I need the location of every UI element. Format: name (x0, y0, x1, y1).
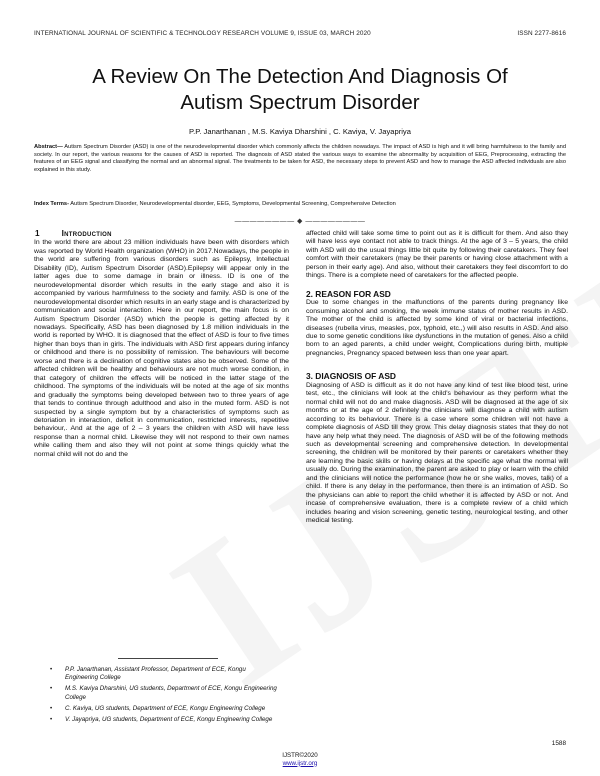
introduction-text: In the world there are about 23 million individuals have been with disorders which was reported by World Health organization (WHO) in 2017.Nowadays, the people in the world are suffering from various disorders such as Epilepsy, Intellectual Disability (ID), Autism Spectrum Disorder (ASD).Epilepsy will appear only in the latter ages due to some damage in brain or illness. ID is one of the neurodevelopmental disorder which results in the early stage and also it is accompanied by various harmfulness to the society and family. ASD is one of the neurodevelopmental disorder which results in an early stage and is characterized by communication and social interaction. Here in our report, the main focus is on Autism Spectrum Disorder (ASD) which the people is getting affected by it nowadays. Specifically, ASD has been diagnosed by 1.8 million individuals in the world is reported by WHO. It is diagnosed that the effect of ASD is four to five times higher than boys than in girls. The individuals with ASD first appears during infancy or childhood and there is no possibility of remission. The behaviours will become worse and there is a declination of cognitive states also be observed. Some of the affected children will be healthy and behaviours are not much worse condition, in that category of children the effects will be noticed in the latter stage of the childhood. The symptoms of the individuals will be noted at the age of six months and gradually the symptoms being developed between two to three years of age that tends to continue through adulthood and also in the muted form. ASD is not suspected by a single symptom but by a characteristics of symptoms such as detoriation in interaction, deficit in communication, restricted interests, repetitive behaviour,. And at the age of 2 – 3 years the children with ASD will have less response than a normal child. Likewise they will not respond to their own names while calling them and also they will not point at some things quickly what the normal child will not do and the (34, 239, 289, 458)
page-footer (0, 752, 600, 767)
footnote-item: • P.P. Janarthanan, Assistant Professor, Department of ECE, Kongu Engineering College (50, 666, 280, 683)
reason-text: Due to some changes in the malfunctions of the parents during pregnancy like consuming alcohol and smoking, the week immune status of mother results in ASD. The mother of the child is affected by some kind of viral or bacterial infections, diseases (rubella virus, measles, pox, typhoid, etc.,) will also results in ASD. And also due to some genetic conditions like dysfunctions in the mutation of genes. Also a child born to an aged parents, a child under weight, Complications during birth, multiple pregnancies, Pregnancy spaced between less than one year apart. (306, 299, 568, 357)
reason-heading: 2. REASON FOR ASD (306, 288, 391, 299)
diagnosis-heading: 3. DIAGNOSIS OF ASD (306, 371, 396, 382)
right-column (306, 230, 568, 526)
issn: ISSN 2277-8616 (517, 30, 566, 37)
paper-title-line-2: Autism Spectrum Disorder (180, 91, 420, 114)
introduction-continued: affected child will take some time to point out as it is difficult for them. And also they will have less eye contact not able to track things. At the age of 3 – 5 years, the child with ASD will do the usual things little bit quite by following their caretakers. They feel comfort with their caretakers (may be their parents or having close attachment with a person in their early age). And also, without their caretakers they feel discomfort to do things. There is a complete need of caretakers for the affected people. (306, 230, 568, 280)
journal-header (34, 30, 566, 37)
abstract-label: Abstract— (34, 144, 63, 150)
section-divider: ———————— ◆ ———————— (234, 218, 366, 225)
footnote-rule (118, 658, 218, 659)
index-terms-text: Autism Spectrum Disorder, Neurodevelopmental disorder, EEG, Symptoms, Developmental Screening, Comprehensive Detection (68, 201, 396, 207)
author-footnotes (50, 666, 280, 727)
authors: P.P. Janarthanan , M.S. Kaviya Dharshini , C. Kaviya, V. Jayapriya (189, 127, 411, 136)
introduction-heading (35, 230, 289, 238)
paper-title-line-1: A Review On The Detection And Diagnosis Of (92, 65, 508, 88)
footnote-item: • M.S. Kaviya Dharshini, UG students, Department of ECE, Kongu Engineering College (50, 685, 280, 702)
abstract-text: Autism Spectrum Disorder (ASD) is one of the neurodevelopmental disorder which commonly affects the children nowadays. The impact of ASD is high and it will bring harmfulness to the family and society. In our report, the various reasons for the causes of ASD is reported. The diagnosis of ASD stated the various ways to examine the abnormality by acquisition of EEG, Preprocessing, extracting the features of an EEG signal and classifying the normal and an abnormal signal. The treatments to be taken for ASD, the necessary steps to prevent ASD and how to manage the ASD affected individuals are also explained in this study. (34, 144, 566, 173)
left-column (34, 230, 289, 459)
introduction-title: Introduction (61, 229, 112, 238)
journal-name: INTERNATIONAL JOURNAL OF SCIENTIFIC & TECHNOLOGY RESEARCH VOLUME 9, ISSUE 03, MARCH 2020 (34, 30, 371, 37)
footnote-item: • V. Jayapriya, UG students, Department of ECE, Kongu Engineering College (50, 716, 280, 724)
page-number: 1588 (551, 740, 566, 747)
footer-code: IJSTR©2020 (282, 752, 318, 759)
journal-url-link[interactable]: www.ijstr.org (282, 759, 318, 767)
footnote-item: • C. Kaviya, UG students, Department of ECE, Kongu Engineering College (50, 705, 280, 713)
index-terms (34, 201, 566, 209)
diagnosis-text: Diagnosing of ASD is difficult as it do not have any kind of test like blood test, urine test, etc., the clinicians will look at the child's behaviour as they perform what the normal child will not do and make diagnosis. ASD will be diagnosed at the age of six months or at the age of 2 definitely the clinicians will diagnose a child with autism according to its behaviour. There is a case where some children will not have a complete diagnosis of ASD till they grow. This delay diagnosis states that they do not have any help what they need. The diagnosis of ASD will be of the following methods such as developmental screening and comprehensive detection. In developmental screening, the children will be monitored by their parents or caretakers whether they are learning the basic skills or having delays at the specific age what the normal will usually do. During the examination, the parent are asked to play or learn with the child and the clinicians will notice the performance (how he or she walks, moves, talk) of a child. If there is any delay in the performance, then there is an intimation of ASD. So the physicians can able to report the child whether it is affected by ASD or not. And incase of comprehensive evaluation, there is a complete review of a child which includes hearing and vision screening, genetic testing, neurological testing, and other medical testing. (306, 381, 568, 525)
paper-title (40, 64, 560, 116)
abstract (34, 144, 566, 174)
introduction-number: 1 (35, 229, 40, 238)
index-terms-label: Index Terms- (34, 201, 69, 207)
